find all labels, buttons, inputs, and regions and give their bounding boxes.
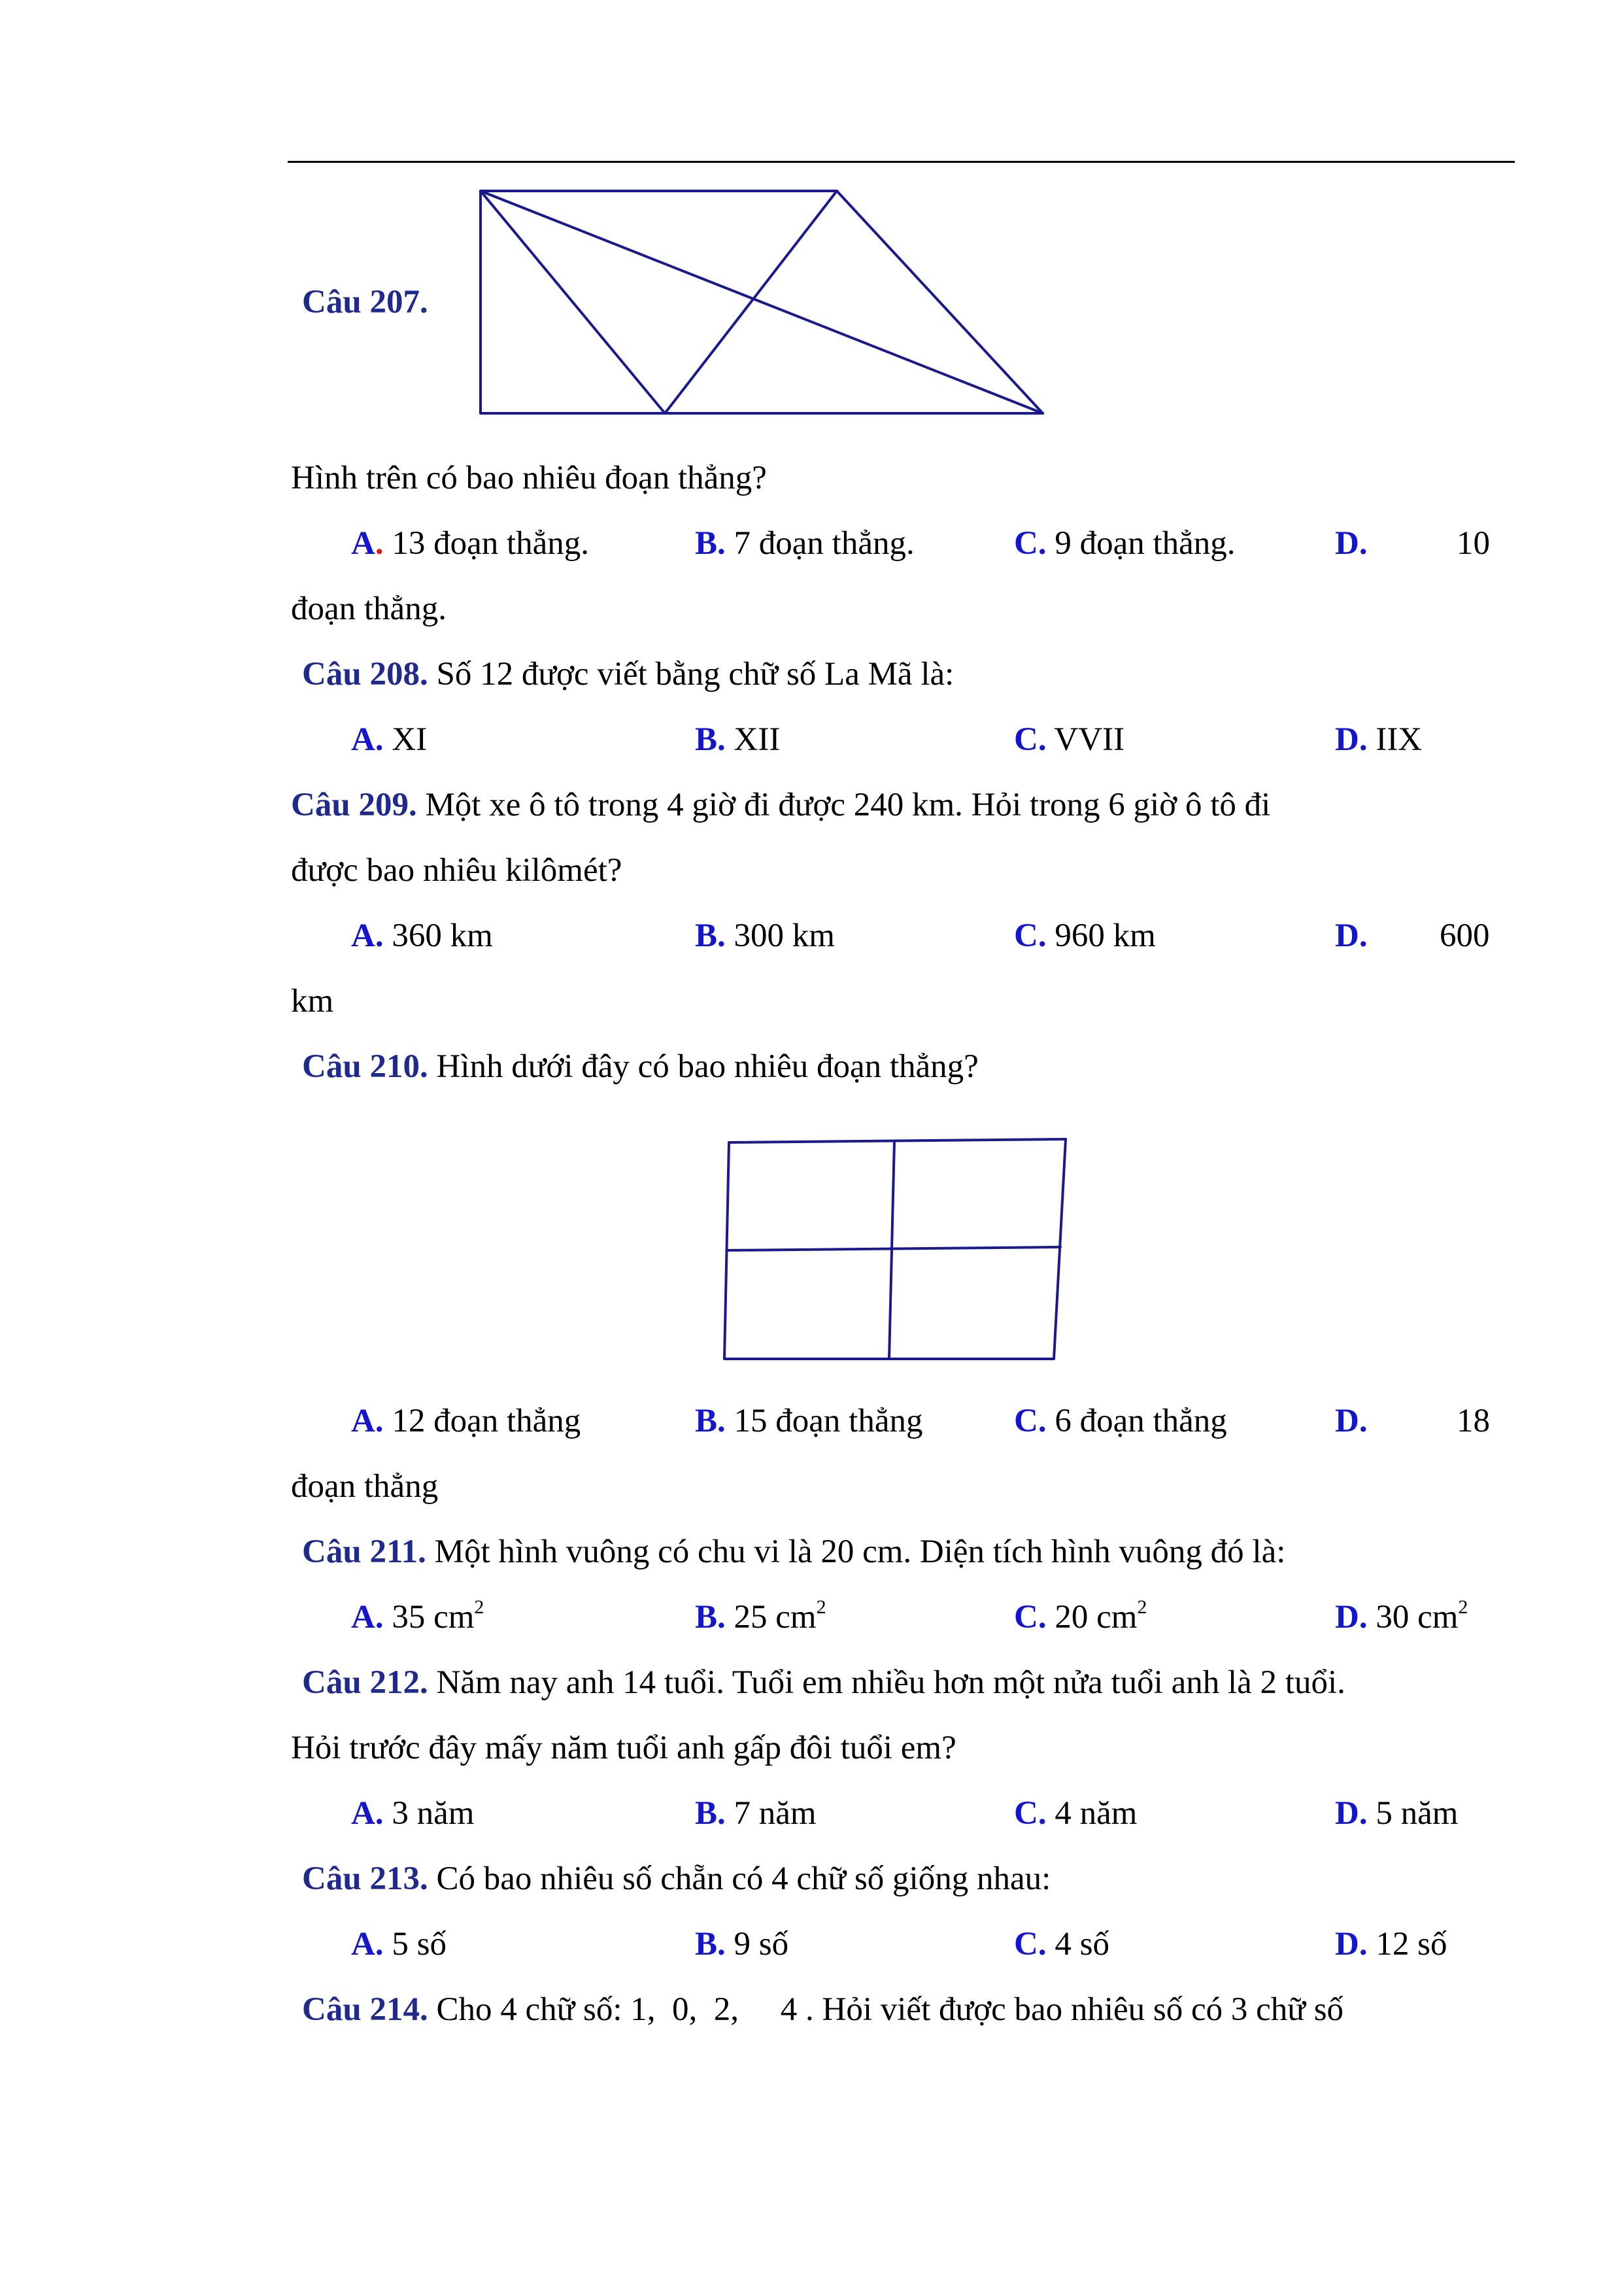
- q207-segment: [837, 191, 1043, 413]
- q212-question-line1: Câu 212. Năm nay anh 14 tuổi. Tuổi em nhiều hơn một nửa tuổi anh là 2 tuổi.: [302, 1664, 1345, 1701]
- q210-question: Câu 210. Hình dưới đây có bao nhiêu đoạn thẳng?: [302, 1048, 979, 1085]
- q213-option-a: A. 5 số: [351, 1926, 447, 1962]
- q207-option-b: B. 7 đoạn thẳng.: [695, 525, 915, 562]
- q207-figure: [0, 0, 1622, 458]
- q210-segment: [1054, 1139, 1066, 1359]
- q212-option-c: C. 4 năm: [1014, 1795, 1138, 1832]
- q207-segment: [665, 191, 837, 413]
- q213-option-d: D. 12 số: [1335, 1926, 1447, 1962]
- q211-option-a: A. 35 $cm^2$: [351, 1596, 484, 1636]
- q207-segment: [481, 191, 665, 413]
- q208-option-d: D. IIX: [1335, 721, 1423, 758]
- q213-question: Câu 213. Có bao nhiêu số chẵn có 4 chữ số giống nhau:: [302, 1860, 1051, 1897]
- q207-segment: [481, 191, 1043, 413]
- q209-question-line1: Câu 209. Một xe ô tô trong 4 giờ đi được 240 km. Hỏi trong 6 giờ ô tô đi: [291, 787, 1271, 823]
- q213-option-b: B. 9 số: [695, 1926, 789, 1962]
- q210-segment: [727, 1247, 1060, 1250]
- q209-option-d-value: 600: [1440, 917, 1490, 954]
- q207-option-d: D.: [1335, 525, 1368, 562]
- q207-option-d-value: 10: [1457, 525, 1490, 562]
- q212-question-line2: Hỏi trước đây mấy năm tuổi anh gấp đôi tuổi em?: [291, 1730, 956, 1766]
- q208-option-a: A. XI: [351, 721, 428, 758]
- q211-option-c: C. 20 $cm^2$: [1014, 1596, 1147, 1636]
- q207-question: Hình trên có bao nhiêu đoạn thẳng?: [291, 460, 767, 496]
- q209-option-b: B. 300 km: [695, 917, 835, 954]
- q211-option-b: B. 25 $cm^2$: [695, 1596, 826, 1636]
- q210-option-c: C. 6 đoạn thẳng: [1014, 1403, 1227, 1439]
- q208-option-b: B. XII: [695, 721, 781, 758]
- q212-option-d: D. 5 năm: [1335, 1795, 1459, 1832]
- q207-option-d-continued: đoạn thẳng.: [291, 591, 447, 627]
- q208-option-c: C. VVII: [1014, 721, 1125, 758]
- q211-option-d: D. 30 $cm^2$: [1335, 1596, 1468, 1636]
- q209-option-d-continued: km: [291, 983, 334, 1019]
- q207-label: Câu 207.: [302, 284, 428, 320]
- q209-option-a: A. 360 km: [351, 917, 493, 954]
- q210-option-d-value: 18: [1457, 1403, 1490, 1439]
- q207-option-c: C. 9 đoạn thẳng.: [1014, 525, 1236, 562]
- q214-question: Câu 214. Cho 4 chữ số: 1, 0, 2, 4 . Hỏi viết được bao nhiêu số có 3 chữ số: [302, 1991, 1344, 2028]
- q211-question: Câu 211. Một hình vuông có chu vi là 20 cm. Diện tích hình vuông đó là:: [302, 1534, 1286, 1570]
- q210-option-b: B. 15 đoạn thẳng: [695, 1403, 923, 1439]
- q212-option-b: B. 7 năm: [695, 1795, 817, 1832]
- q210-figure: [0, 1112, 1622, 1386]
- q210-option-d: D.: [1335, 1403, 1368, 1439]
- q209-option-c: C. 960 km: [1014, 917, 1156, 954]
- q210-option-a: A. 12 đoạn thẳng: [351, 1403, 581, 1439]
- q207-option-a: A. 13 đoạn thẳng.: [351, 525, 590, 562]
- q208-question: Câu 208. Số 12 được viết bằng chữ số La Mã là:: [302, 656, 955, 693]
- q210-option-d-continued: đoạn thẳng: [291, 1468, 439, 1505]
- q210-segment: [729, 1139, 1066, 1142]
- q213-option-c: C. 4 số: [1014, 1926, 1109, 1962]
- q209-option-d: D.: [1335, 917, 1368, 954]
- q212-option-a: A. 3 năm: [351, 1795, 475, 1832]
- q209-question-line2: được bao nhiêu kilômét?: [291, 852, 622, 889]
